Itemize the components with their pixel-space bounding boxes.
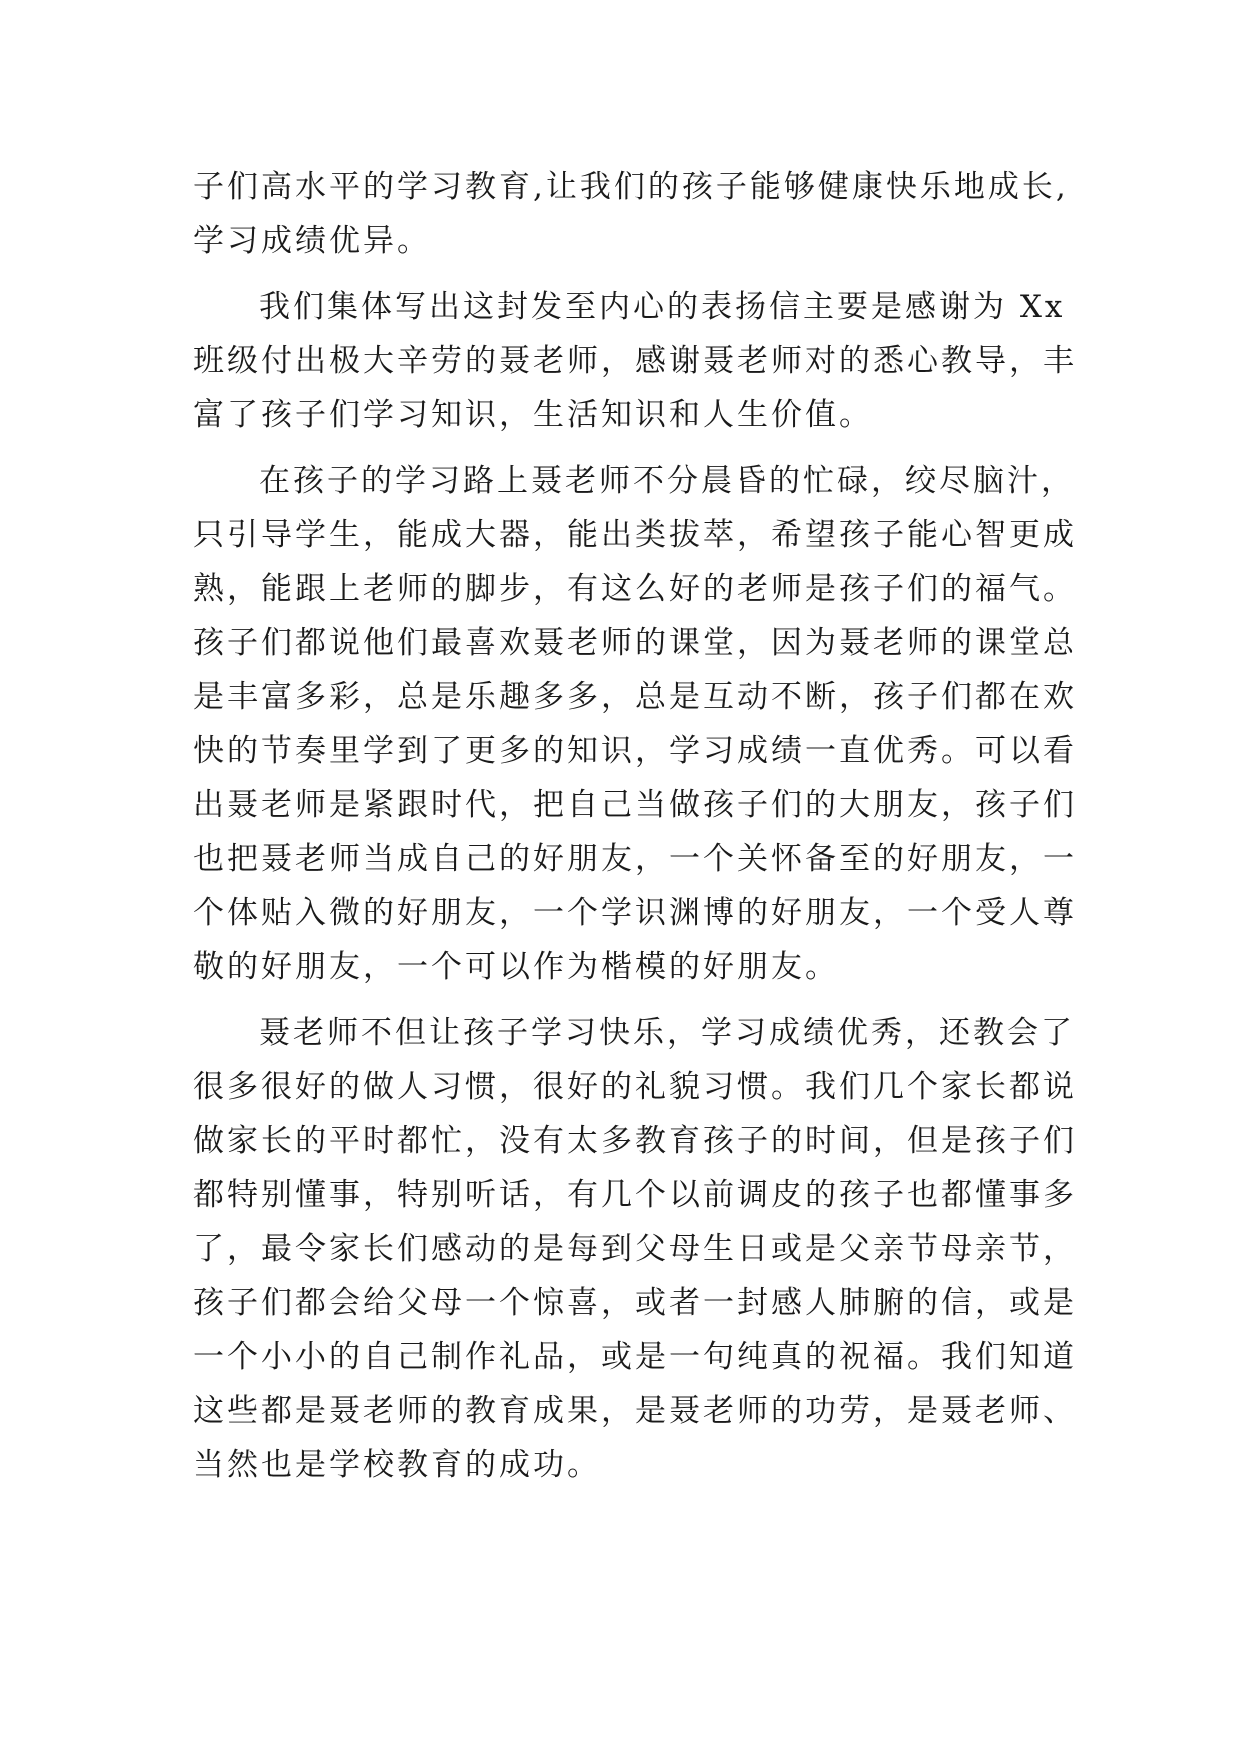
- text-line: 在孩子的学习路上聂老师不分晨昏的忙碌，绞尽脑汁，: [259, 463, 1075, 499]
- paragraph-4: [193, 1006, 1093, 1492]
- text-line: 出聂老师是紧跟时代，把自己当做孩子们的大朋友，孩子们: [193, 787, 1077, 823]
- paragraph-3: [193, 454, 1093, 994]
- text-line: 是丰富多彩，总是乐趣多多，总是互动不断，孩子们都在欢: [193, 679, 1077, 715]
- text-line: 也把聂老师当成自己的好朋友，一个关怀备至的好朋友，一: [193, 841, 1077, 877]
- text-line: 很多很好的做人习惯，很好的礼貌习惯。我们几个家长都说: [193, 1069, 1077, 1105]
- text-line: 做家长的平时都忙，没有太多教育孩子的时间，但是孩子们: [193, 1123, 1077, 1159]
- text-line: 都特别懂事，特别听话，有几个以前调皮的孩子也都懂事多: [193, 1177, 1077, 1213]
- text-line: 孩子们都说他们最喜欢聂老师的课堂，因为聂老师的课堂总: [193, 625, 1077, 661]
- text-line: 只引导学生，能成大器，能出类拔萃，希望孩子能心智更成: [193, 517, 1077, 553]
- text-line: 子们高水平的学习教育,让我们的孩子能够健康快乐地成长,: [193, 169, 1069, 205]
- text-line: 这些都是聂老师的教育成果，是聂老师的功劳，是聂老师、: [193, 1393, 1077, 1429]
- text-line: 熟，能跟上老师的脚步，有这么好的老师是孩子们的福气。: [193, 571, 1077, 607]
- text-line: 当然也是学校教育的成功。: [193, 1447, 601, 1483]
- text-line: 了，最令家长们感动的是每到父母生日或是父亲节母亲节，: [193, 1231, 1077, 1267]
- text-line: 聂老师不但让孩子学习快乐，学习成绩优秀，还教会了: [259, 1015, 1075, 1051]
- text-line: 孩子们都会给父母一个惊喜，或者一封感人肺腑的信，或是: [193, 1285, 1077, 1321]
- text-line: 快的节奏里学到了更多的知识，学习成绩一直优秀。可以看: [193, 733, 1077, 769]
- document-body: [193, 160, 1093, 1492]
- text-line: 个体贴入微的好朋友，一个学识渊博的好朋友，一个受人尊: [193, 895, 1077, 931]
- text-line: 富了孩子们学习知识，生活知识和人生价值。: [193, 397, 873, 433]
- text-line: 一个小小的自己制作礼品，或是一句纯真的祝福。我们知道: [193, 1339, 1077, 1375]
- paragraph-1: [193, 160, 1093, 268]
- text-line: 班级付出极大辛劳的聂老师，感谢聂老师对的悉心教导，丰: [193, 343, 1077, 379]
- text-line: 我们集体写出这封发至内心的表扬信主要是感谢为 Xx: [259, 289, 1066, 325]
- paragraph-2: [193, 280, 1093, 442]
- text-line: 学习成绩优异。: [193, 223, 431, 259]
- text-line: 敬的好朋友，一个可以作为楷模的好朋友。: [193, 949, 839, 985]
